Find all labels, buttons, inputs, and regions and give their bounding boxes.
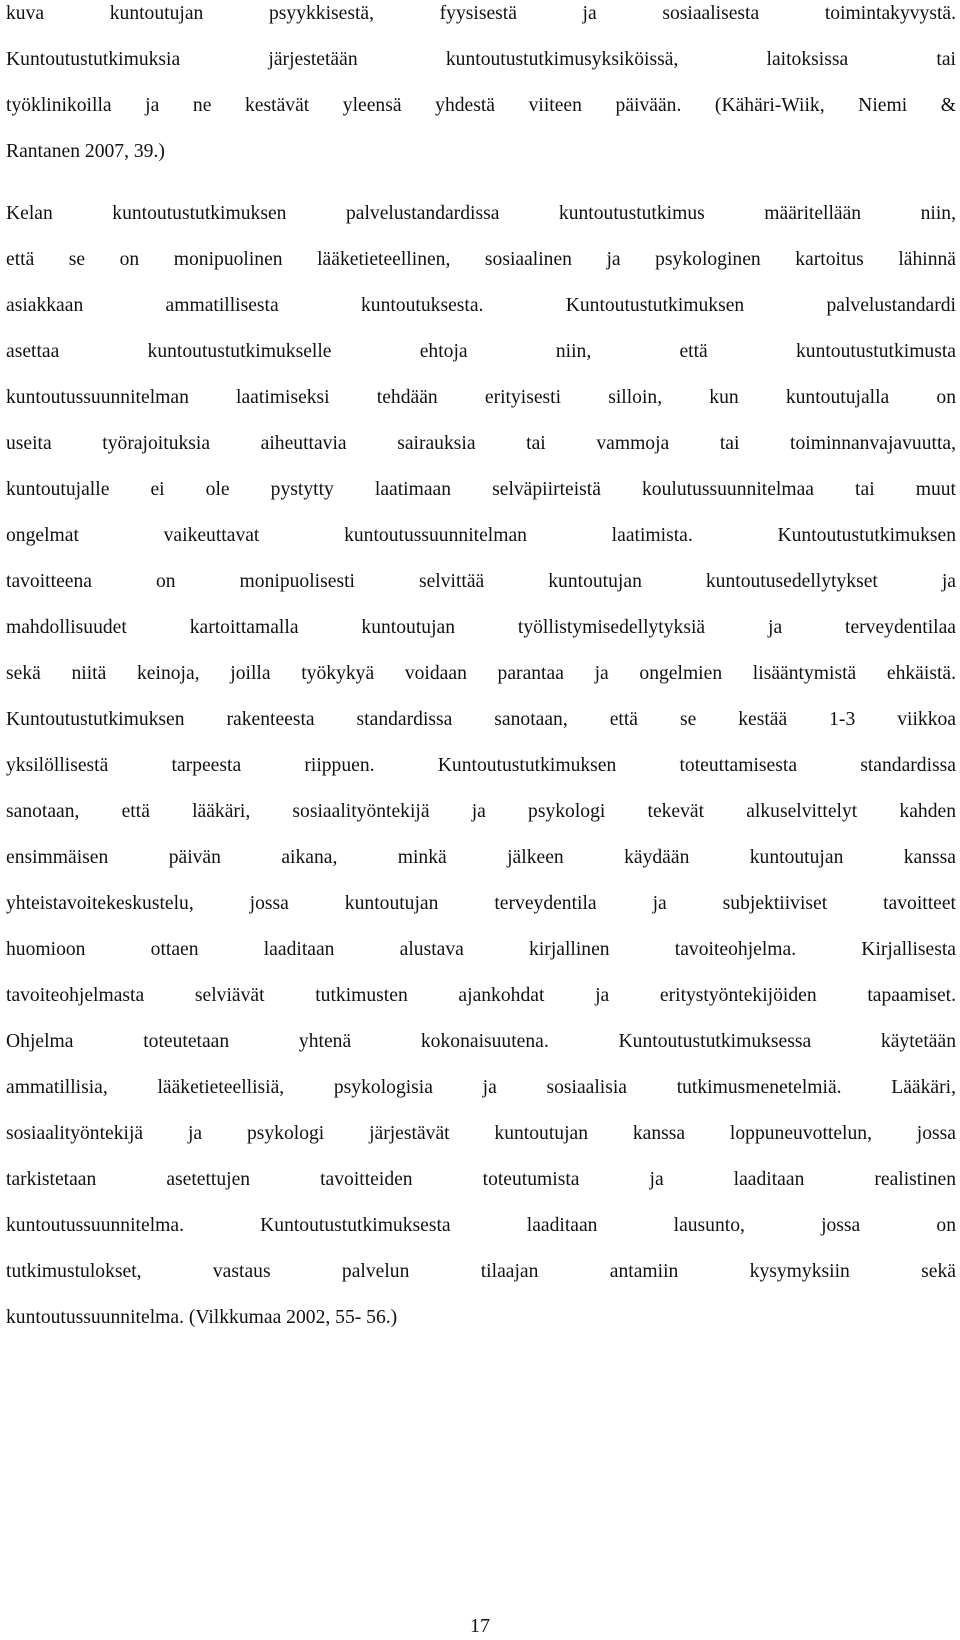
text-line: ensimmäisen päivän aikana, minkä jälkeen käydään kuntoutujan kanssa bbox=[6, 847, 956, 868]
text-line: tarkistetaan asetettujen tavoitteiden toteutumista ja laaditaan realistinen bbox=[6, 1169, 956, 1190]
text-line: kuntoutussuunnitelma. Kuntoutustutkimuksesta laaditaan lausunto, jossa on bbox=[6, 1215, 956, 1236]
text-line: tutkimustulokset, vastaus palvelun tilaajan antamiin kysymyksiin sekä bbox=[6, 1261, 956, 1282]
text-line: sanotaan, että lääkäri, sosiaalityöntekijä ja psykologi tekevät alkuselvittelyt kahden bbox=[6, 801, 956, 822]
text-line: Kuntoutustutkimuksen rakenteesta standardissa sanotaan, että se kestää 1-3 viikkoa bbox=[6, 709, 956, 730]
text-line: yhteistavoitekeskustelu, jossa kuntoutujan terveydentila ja subjektiiviset tavoitteet bbox=[6, 893, 956, 914]
text-line: kuntoutussuunnitelma. (Vilkkumaa 2002, 55- 56.) bbox=[6, 1307, 398, 1328]
text-line: Kelan kuntoutustutkimuksen palvelustandardissa kuntoutustutkimus määritellään niin, bbox=[6, 203, 956, 224]
text-line: tavoiteohjelmasta selviävät tutkimusten ajankohdat ja eritystyöntekijöiden tapaamiset. bbox=[6, 985, 956, 1006]
text-line: asiakkaan ammatillisesta kuntoutuksesta. Kuntoutustutkimuksen palvelustandardi bbox=[6, 295, 956, 316]
text-line: sekä niitä keinoja, joilla työkykyä voidaan parantaa ja ongelmien lisääntymistä ehkäistä. bbox=[6, 663, 956, 684]
text-line: useita työrajoituksia aiheuttavia sairauksia tai vammoja tai toiminnanvajavuutta, bbox=[6, 433, 956, 454]
text-line: kuntoutujalle ei ole pystytty laatimaan selväpiirteistä koulutussuunnitelmaa tai muut bbox=[6, 479, 956, 500]
page-number: 17 bbox=[470, 1615, 490, 1637]
text-line: yksilöllisestä tarpeesta riippuen. Kuntoutustutkimuksen toteuttamisesta standardissa bbox=[6, 755, 956, 776]
text-line: että se on monipuolinen lääketieteellinen, sosiaalinen ja psykologinen kartoitus lähinnä bbox=[6, 249, 956, 270]
text-line: kuva kuntoutujan psyykkisestä, fyysisestä ja sosiaalisesta toimintakyvystä. bbox=[6, 3, 956, 24]
paragraph-2 bbox=[6, 200, 956, 1350]
text-line: Kuntoutustutkimuksia järjestetään kuntoutustutkimusyksiköissä, laitoksissa tai bbox=[6, 49, 956, 70]
text-line: huomioon ottaen laaditaan alustava kirjallinen tavoiteohjelma. Kirjallisesta bbox=[6, 939, 956, 960]
text-line: ongelmat vaikeuttavat kuntoutussuunnitelman laatimista. Kuntoutustutkimuksen bbox=[6, 525, 956, 546]
text-line: työklinikoilla ja ne kestävät yleensä yhdestä viiteen päivään. (Kähäri-Wiik, Niemi & bbox=[6, 95, 956, 116]
text-line: asettaa kuntoutustutkimukselle ehtoja niin, että kuntoutustutkimusta bbox=[6, 341, 956, 362]
text-line: ammatillisia, lääketieteellisiä, psykologisia ja sosiaalisia tutkimusmenetelmiä. Lääkäri, bbox=[6, 1077, 956, 1098]
text-line: mahdollisuudet kartoittamalla kuntoutujan työllistymisedellytyksiä ja terveydentilaa bbox=[6, 617, 956, 638]
text-line: tavoitteena on monipuolisesti selvittää kuntoutujan kuntoutusedellytykset ja bbox=[6, 571, 956, 592]
text-line: Rantanen 2007, 39.) bbox=[6, 141, 165, 162]
paragraph-1 bbox=[6, 0, 956, 184]
text-line: sosiaalityöntekijä ja psykologi järjestävät kuntoutujan kanssa loppuneuvottelun, jossa bbox=[6, 1123, 956, 1144]
text-line: Ohjelma toteutetaan yhtenä kokonaisuutena. Kuntoutustutkimuksessa käytetään bbox=[6, 1031, 956, 1052]
text-line: kuntoutussuunnitelman laatimiseksi tehdään erityisesti silloin, kun kuntoutujalla on bbox=[6, 387, 956, 408]
